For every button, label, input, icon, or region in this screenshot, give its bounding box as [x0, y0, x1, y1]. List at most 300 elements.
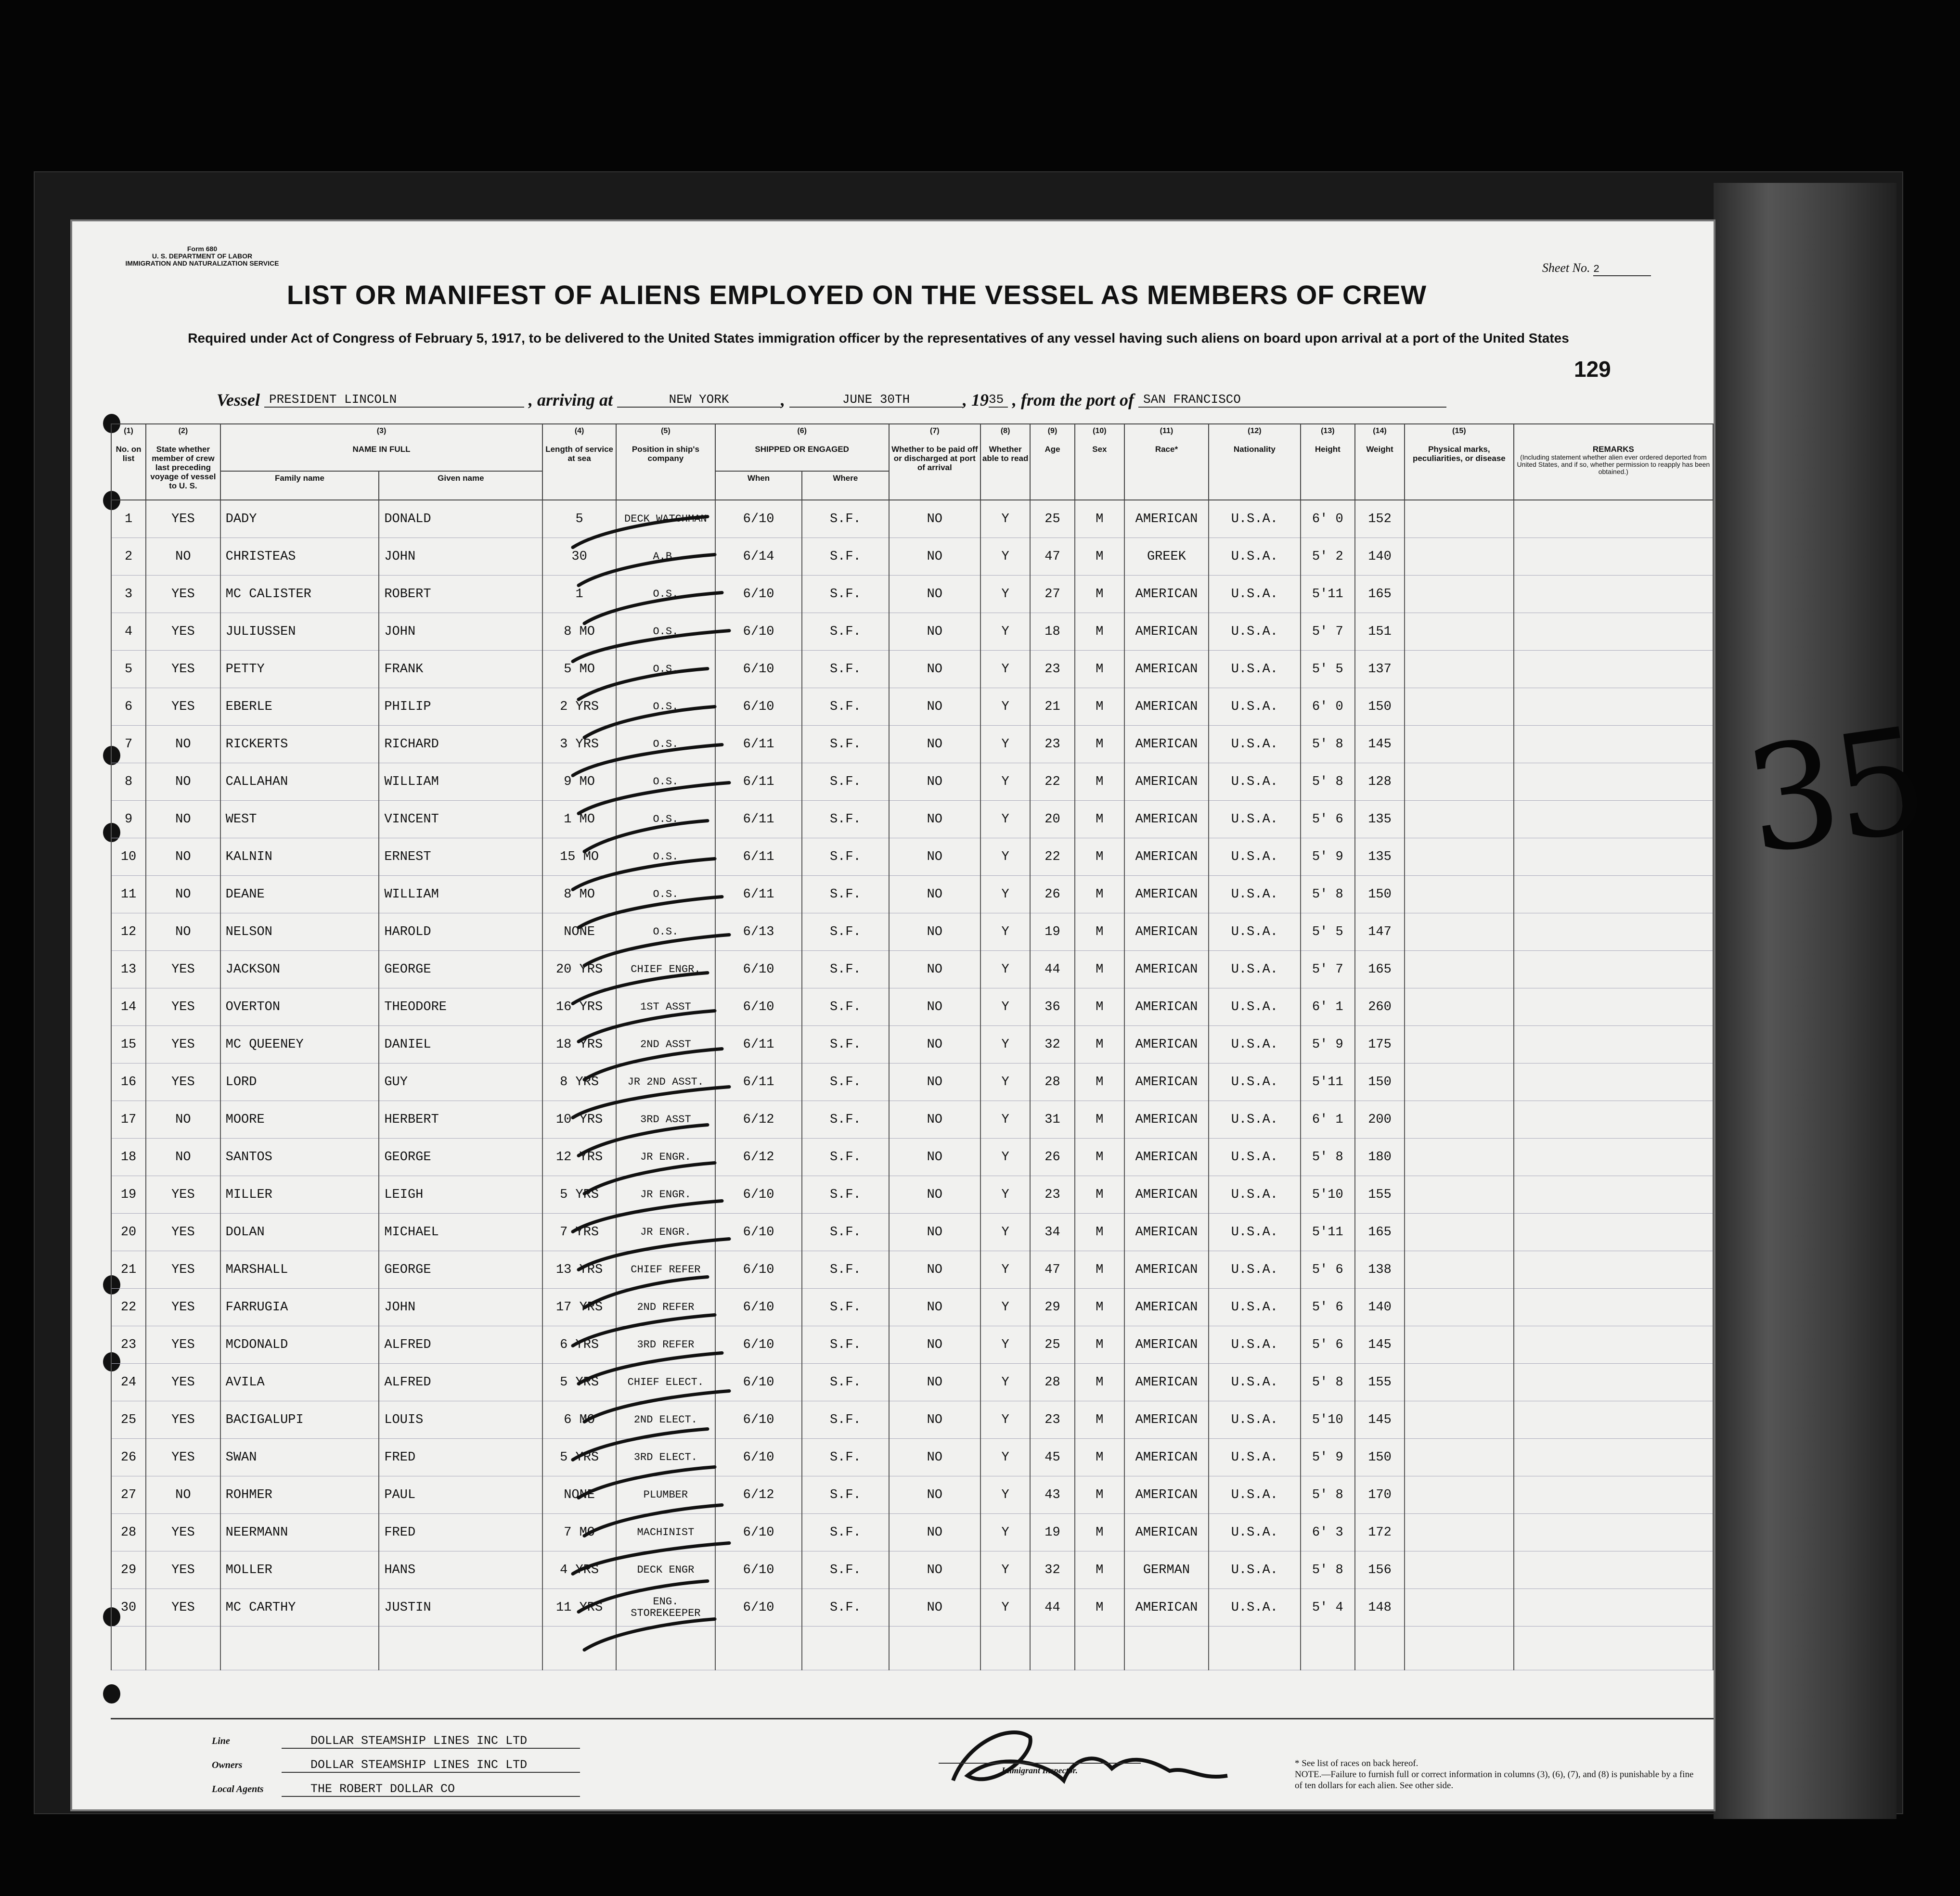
age-cell: 45 [1030, 1439, 1075, 1476]
remarks-cell [1514, 538, 1713, 576]
service-name: IMMIGRATION AND NATURALIZATION SERVICE [125, 259, 279, 267]
crew-manifest-table [111, 423, 1714, 1670]
family-name-cell: FARRUGIA [220, 1289, 379, 1326]
age-cell: 25 [1030, 500, 1075, 538]
age-cell: 47 [1030, 538, 1075, 576]
length-of-service-cell: 12 YRS [542, 1139, 616, 1176]
remarks-cell [1514, 838, 1713, 876]
length-of-service-cell: 1 [542, 576, 616, 613]
race-cell: AMERICAN [1124, 1026, 1209, 1063]
shipped-where-cell: S.F. [802, 1214, 889, 1251]
able-to-read-cell: Y [980, 1063, 1030, 1101]
physical-marks-cell [1405, 1289, 1514, 1326]
family-name-cell: ROHMER [220, 1476, 379, 1514]
given-name-cell: FRED [379, 1439, 542, 1476]
race-cell: AMERICAN [1124, 838, 1209, 876]
given-name-cell: GUY [379, 1063, 542, 1101]
shipped-when-cell: 6/11 [715, 763, 802, 801]
row-number-cell: 13 [111, 951, 146, 988]
able-to-read-cell: Y [980, 1364, 1030, 1401]
header-family-name: Family name [220, 471, 379, 500]
sheet-number-label: Sheet No. [1542, 261, 1590, 275]
age-cell: 28 [1030, 1364, 1075, 1401]
crew-row [111, 763, 1713, 801]
height-cell: 5' 9 [1301, 838, 1355, 876]
header-no-on-list: No. on list [111, 443, 146, 500]
height-cell: 5'10 [1301, 1401, 1355, 1439]
sex-cell: M [1075, 1214, 1124, 1251]
blank-cell [802, 1627, 889, 1670]
position-cell: O.S. [616, 688, 715, 726]
blank-cell [1405, 1627, 1514, 1670]
row-number-cell: 4 [111, 613, 146, 651]
paid-off-cell: NO [889, 1101, 981, 1139]
sex-cell: M [1075, 876, 1124, 913]
weight-cell: 152 [1355, 500, 1405, 538]
position-cell: ENG. STOREKEEPER [616, 1589, 715, 1627]
able-to-read-cell: Y [980, 1139, 1030, 1176]
row-number-cell: 6 [111, 688, 146, 726]
blank-cell [1355, 1627, 1405, 1670]
age-cell: 19 [1030, 1514, 1075, 1551]
remarks-cell [1514, 988, 1713, 1026]
height-cell: 5' 9 [1301, 1026, 1355, 1063]
shipped-when-cell: 6/10 [715, 1589, 802, 1627]
nationality-cell: U.S.A. [1209, 726, 1301, 763]
remarks-cell [1514, 1214, 1713, 1251]
nationality-cell: U.S.A. [1209, 913, 1301, 951]
blank-cell [715, 1627, 802, 1670]
remarks-cell [1514, 1101, 1713, 1139]
age-cell: 22 [1030, 763, 1075, 801]
row-number-cell: 22 [111, 1289, 146, 1326]
height-cell: 5' 7 [1301, 951, 1355, 988]
remarks-cell [1514, 1176, 1713, 1214]
race-cell: AMERICAN [1124, 576, 1209, 613]
paid-off-cell: NO [889, 726, 981, 763]
previous-voyage-cell: YES [146, 1326, 220, 1364]
shipped-where-cell: S.F. [802, 1026, 889, 1063]
shipped-when-cell: 6/10 [715, 500, 802, 538]
race-cell: AMERICAN [1124, 1251, 1209, 1289]
sex-cell: M [1075, 838, 1124, 876]
weight-cell: 140 [1355, 538, 1405, 576]
remarks-cell [1514, 1439, 1713, 1476]
length-of-service-cell: 8 MO [542, 876, 616, 913]
header-age: Age [1030, 443, 1075, 500]
family-name-cell: CHRISTEAS [220, 538, 379, 576]
remarks-cell [1514, 1139, 1713, 1176]
sex-cell: M [1075, 913, 1124, 951]
paid-off-cell: NO [889, 876, 981, 913]
header-shipped-or-engaged: SHIPPED OR ENGAGED [715, 443, 889, 471]
able-to-read-cell: Y [980, 1176, 1030, 1214]
previous-voyage-cell: YES [146, 576, 220, 613]
family-name-cell: OVERTON [220, 988, 379, 1026]
shipped-when-cell: 6/14 [715, 538, 802, 576]
row-number-cell: 10 [111, 838, 146, 876]
sex-cell: M [1075, 538, 1124, 576]
weight-cell: 165 [1355, 576, 1405, 613]
weight-cell: 156 [1355, 1551, 1405, 1589]
shipped-when-cell: 6/11 [715, 726, 802, 763]
nationality-cell: U.S.A. [1209, 538, 1301, 576]
shipped-when-cell: 6/10 [715, 1364, 802, 1401]
sex-cell: M [1075, 726, 1124, 763]
row-number-cell: 2 [111, 538, 146, 576]
physical-marks-cell [1405, 913, 1514, 951]
age-cell: 27 [1030, 576, 1075, 613]
row-number-cell: 19 [111, 1176, 146, 1214]
nationality-cell: U.S.A. [1209, 1476, 1301, 1514]
race-cell: AMERICAN [1124, 876, 1209, 913]
shipped-when-cell: 6/10 [715, 1514, 802, 1551]
paid-off-cell: NO [889, 913, 981, 951]
physical-marks-cell [1405, 763, 1514, 801]
given-name-cell: GEORGE [379, 951, 542, 988]
length-of-service-cell: 30 [542, 538, 616, 576]
position-cell: A.B. [616, 538, 715, 576]
previous-voyage-cell: YES [146, 500, 220, 538]
vessel-label: Vessel [217, 390, 260, 410]
shipped-where-cell: S.F. [802, 1551, 889, 1589]
row-number-cell: 7 [111, 726, 146, 763]
race-cell: AMERICAN [1124, 651, 1209, 688]
sex-cell: M [1075, 1326, 1124, 1364]
height-cell: 6' 1 [1301, 1101, 1355, 1139]
height-cell: 5' 5 [1301, 913, 1355, 951]
page-subtitle: Required under Act of Congress of February 5, 1917, to be delivered to the United States immigration officer by the representatives of any vessel having such aliens on board upon arrival at a port of the United States [188, 331, 1569, 346]
previous-voyage-cell: YES [146, 1589, 220, 1627]
shipped-when-cell: 6/10 [715, 1251, 802, 1289]
family-name-cell: MOORE [220, 1101, 379, 1139]
length-of-service-cell: NONE [542, 1476, 616, 1514]
race-cell: AMERICAN [1124, 763, 1209, 801]
given-name-cell: PHILIP [379, 688, 542, 726]
crew-row [111, 1214, 1713, 1251]
position-cell: O.S. [616, 801, 715, 838]
blank-cell [1075, 1627, 1124, 1670]
shipped-when-cell: 6/11 [715, 1026, 802, 1063]
race-cell: AMERICAN [1124, 1139, 1209, 1176]
previous-voyage-cell: YES [146, 1289, 220, 1326]
height-cell: 5' 8 [1301, 876, 1355, 913]
given-name-cell: HANS [379, 1551, 542, 1589]
given-name-cell: ALFRED [379, 1364, 542, 1401]
paid-off-cell: NO [889, 988, 981, 1026]
paid-off-cell: NO [889, 688, 981, 726]
paid-off-cell: NO [889, 500, 981, 538]
physical-marks-cell [1405, 688, 1514, 726]
shipped-when-cell: 6/10 [715, 1214, 802, 1251]
sex-cell: M [1075, 1476, 1124, 1514]
length-of-service-cell: 16 YRS [542, 988, 616, 1026]
weight-cell: 145 [1355, 726, 1405, 763]
arriving-label: , arriving at [529, 390, 613, 410]
race-cell: AMERICAN [1124, 988, 1209, 1026]
shipped-when-cell: 6/10 [715, 688, 802, 726]
sex-cell: M [1075, 1364, 1124, 1401]
sheet-number-value: 2 [1593, 263, 1651, 276]
position-cell: O.S. [616, 838, 715, 876]
position-cell: O.S. [616, 876, 715, 913]
previous-voyage-cell: NO [146, 913, 220, 951]
position-cell: JR ENGR. [616, 1139, 715, 1176]
able-to-read-cell: Y [980, 1439, 1030, 1476]
agents-label: Local Agents [212, 1784, 264, 1794]
row-number-cell: 28 [111, 1514, 146, 1551]
position-cell: O.S. [616, 763, 715, 801]
weight-cell: 150 [1355, 876, 1405, 913]
length-of-service-cell: 13 YRS [542, 1251, 616, 1289]
col-num-9: (9) [1030, 424, 1075, 443]
physical-marks-cell [1405, 1214, 1514, 1251]
row-number-cell: 20 [111, 1214, 146, 1251]
remarks-cell [1514, 1326, 1713, 1364]
remarks-cell [1514, 1251, 1713, 1289]
remarks-cell [1514, 613, 1713, 651]
sex-cell: M [1075, 1289, 1124, 1326]
weight-cell: 165 [1355, 1214, 1405, 1251]
races-note: * See list of races on back hereof. [1295, 1758, 1418, 1768]
age-cell: 23 [1030, 726, 1075, 763]
manifest-sheet [72, 221, 1714, 1809]
able-to-read-cell: Y [980, 1289, 1030, 1326]
able-to-read-cell: Y [980, 1551, 1030, 1589]
weight-cell: 150 [1355, 1063, 1405, 1101]
margin-handwritten-number: 35 [1736, 696, 1933, 887]
physical-marks-cell [1405, 613, 1514, 651]
height-cell: 5' 6 [1301, 801, 1355, 838]
crew-row [111, 1326, 1713, 1364]
paid-off-cell: NO [889, 651, 981, 688]
agents-value: THE ROBERT DOLLAR CO [282, 1782, 580, 1797]
paid-off-cell: NO [889, 1514, 981, 1551]
position-cell: 1ST ASST [616, 988, 715, 1026]
length-of-service-cell: 7 YRS [542, 1214, 616, 1251]
shipped-where-cell: S.F. [802, 763, 889, 801]
sex-cell: M [1075, 1439, 1124, 1476]
able-to-read-cell: Y [980, 951, 1030, 988]
shipped-where-cell: S.F. [802, 688, 889, 726]
sex-cell: M [1075, 801, 1124, 838]
blank-cell [111, 1627, 146, 1670]
race-cell: GREEK [1124, 538, 1209, 576]
family-name-cell: CALLAHAN [220, 763, 379, 801]
previous-voyage-cell: NO [146, 538, 220, 576]
weight-cell: 170 [1355, 1476, 1405, 1514]
height-cell: 5' 8 [1301, 763, 1355, 801]
remarks-cell [1514, 500, 1713, 538]
crew-row [111, 1289, 1713, 1326]
physical-marks-cell [1405, 801, 1514, 838]
sex-cell: M [1075, 576, 1124, 613]
given-name-cell: LEIGH [379, 1176, 542, 1214]
paid-off-cell: NO [889, 801, 981, 838]
remarks-cell [1514, 1063, 1713, 1101]
shipped-where-cell: S.F. [802, 1364, 889, 1401]
col-num-5: (5) [616, 424, 715, 443]
position-cell: JR ENGR. [616, 1176, 715, 1214]
physical-marks-cell [1405, 1589, 1514, 1627]
physical-marks-cell [1405, 1476, 1514, 1514]
row-number-cell: 26 [111, 1439, 146, 1476]
position-cell: JR 2ND ASST. [616, 1063, 715, 1101]
length-of-service-cell: 9 MO [542, 763, 616, 801]
crew-row [111, 576, 1713, 613]
sex-cell: M [1075, 763, 1124, 801]
row-number-cell: 9 [111, 801, 146, 838]
given-name-cell: ROBERT [379, 576, 542, 613]
family-name-cell: DADY [220, 500, 379, 538]
physical-marks-cell [1405, 1251, 1514, 1289]
nationality-cell: U.S.A. [1209, 1551, 1301, 1589]
physical-marks-cell [1405, 1514, 1514, 1551]
sex-cell: M [1075, 951, 1124, 988]
position-cell: PLUMBER [616, 1476, 715, 1514]
race-cell: AMERICAN [1124, 1401, 1209, 1439]
previous-voyage-cell: YES [146, 1063, 220, 1101]
given-name-cell: ERNEST [379, 838, 542, 876]
age-cell: 20 [1030, 801, 1075, 838]
crew-row [111, 1476, 1713, 1514]
physical-marks-cell [1405, 1139, 1514, 1176]
position-cell: CHIEF REFER [616, 1251, 715, 1289]
previous-voyage-cell: YES [146, 1214, 220, 1251]
race-cell: AMERICAN [1124, 951, 1209, 988]
blank-cell [1514, 1627, 1713, 1670]
shipped-where-cell: S.F. [802, 913, 889, 951]
nationality-cell: U.S.A. [1209, 688, 1301, 726]
shipped-when-cell: 6/10 [715, 951, 802, 988]
race-cell: AMERICAN [1124, 801, 1209, 838]
header-shipped-where: Where [802, 471, 889, 500]
family-name-cell: DEANE [220, 876, 379, 913]
shipped-where-cell: S.F. [802, 1176, 889, 1214]
previous-voyage-cell: NO [146, 1476, 220, 1514]
stamp-number: 129 [1574, 357, 1611, 382]
race-cell: AMERICAN [1124, 1176, 1209, 1214]
remarks-cell [1514, 726, 1713, 763]
race-cell: AMERICAN [1124, 1514, 1209, 1551]
remarks-cell [1514, 1364, 1713, 1401]
able-to-read-cell: Y [980, 613, 1030, 651]
weight-cell: 155 [1355, 1364, 1405, 1401]
remarks-cell [1514, 1514, 1713, 1551]
physical-marks-cell [1405, 876, 1514, 913]
physical-marks-cell [1405, 1326, 1514, 1364]
col-num-12: (12) [1209, 424, 1301, 443]
shipped-where-cell: S.F. [802, 876, 889, 913]
age-cell: 26 [1030, 1139, 1075, 1176]
remarks-title: REMARKS [1592, 445, 1634, 454]
crew-row [111, 1439, 1713, 1476]
weight-cell: 135 [1355, 801, 1405, 838]
crew-row [111, 838, 1713, 876]
height-cell: 5' 9 [1301, 1439, 1355, 1476]
previous-voyage-cell: YES [146, 1401, 220, 1439]
position-cell: 2ND ELECT. [616, 1401, 715, 1439]
shipped-when-cell: 6/10 [715, 651, 802, 688]
col-num-10: (10) [1075, 424, 1124, 443]
family-name-cell: NEERMANN [220, 1514, 379, 1551]
blank-row [111, 1627, 1713, 1670]
paid-off-cell: NO [889, 1176, 981, 1214]
header-height: Height [1301, 443, 1355, 500]
crew-row [111, 988, 1713, 1026]
nationality-cell: U.S.A. [1209, 838, 1301, 876]
nationality-cell: U.S.A. [1209, 500, 1301, 538]
height-cell: 6' 0 [1301, 500, 1355, 538]
paid-off-cell: NO [889, 1551, 981, 1589]
crew-row [111, 951, 1713, 988]
header-given-name: Given name [379, 471, 542, 500]
crew-row [111, 876, 1713, 913]
shipped-where-cell: S.F. [802, 1063, 889, 1101]
shipped-where-cell: S.F. [802, 1251, 889, 1289]
position-cell: O.S. [616, 913, 715, 951]
previous-voyage-cell: YES [146, 688, 220, 726]
nationality-cell: U.S.A. [1209, 801, 1301, 838]
height-cell: 5'11 [1301, 576, 1355, 613]
col-num-1: (1) [111, 424, 146, 443]
row-number-cell: 5 [111, 651, 146, 688]
sex-cell: M [1075, 1139, 1124, 1176]
nationality-cell: U.S.A. [1209, 988, 1301, 1026]
position-cell: 3RD ASST [616, 1101, 715, 1139]
remarks-cell [1514, 763, 1713, 801]
row-number-cell: 30 [111, 1589, 146, 1627]
paid-off-cell: NO [889, 838, 981, 876]
shipped-when-cell: 6/12 [715, 1139, 802, 1176]
blank-cell [1124, 1627, 1209, 1670]
physical-marks-cell [1405, 538, 1514, 576]
header-position: Position in ship's company [616, 443, 715, 500]
crew-row [111, 1251, 1713, 1289]
remarks-cell [1514, 1401, 1713, 1439]
nationality-cell: U.S.A. [1209, 1176, 1301, 1214]
nationality-cell: U.S.A. [1209, 1439, 1301, 1476]
crew-row [111, 1551, 1713, 1589]
remarks-cell [1514, 651, 1713, 688]
length-of-service-cell: 5 YRS [542, 1439, 616, 1476]
col-num-4: (4) [542, 424, 616, 443]
age-cell: 36 [1030, 988, 1075, 1026]
able-to-read-cell: Y [980, 913, 1030, 951]
family-name-cell: SWAN [220, 1439, 379, 1476]
arrival-port: NEW YORK [617, 392, 781, 408]
height-cell: 5'11 [1301, 1063, 1355, 1101]
nationality-cell: U.S.A. [1209, 951, 1301, 988]
shipped-where-cell: S.F. [802, 988, 889, 1026]
blank-cell [542, 1627, 616, 1670]
blank-cell [379, 1627, 542, 1670]
height-cell: 5' 6 [1301, 1289, 1355, 1326]
row-number-cell: 24 [111, 1364, 146, 1401]
header-name-in-full: NAME IN FULL [220, 443, 543, 471]
row-number-cell: 29 [111, 1551, 146, 1589]
age-cell: 23 [1030, 1176, 1075, 1214]
nationality-cell: U.S.A. [1209, 763, 1301, 801]
able-to-read-cell: Y [980, 1251, 1030, 1289]
form-identification [125, 245, 279, 267]
race-cell: AMERICAN [1124, 1063, 1209, 1101]
given-name-cell: FRED [379, 1514, 542, 1551]
length-of-service-cell: 5 [542, 500, 616, 538]
header-shipped-when: When [715, 471, 802, 500]
nationality-cell: U.S.A. [1209, 1063, 1301, 1101]
position-cell: JR ENGR. [616, 1214, 715, 1251]
